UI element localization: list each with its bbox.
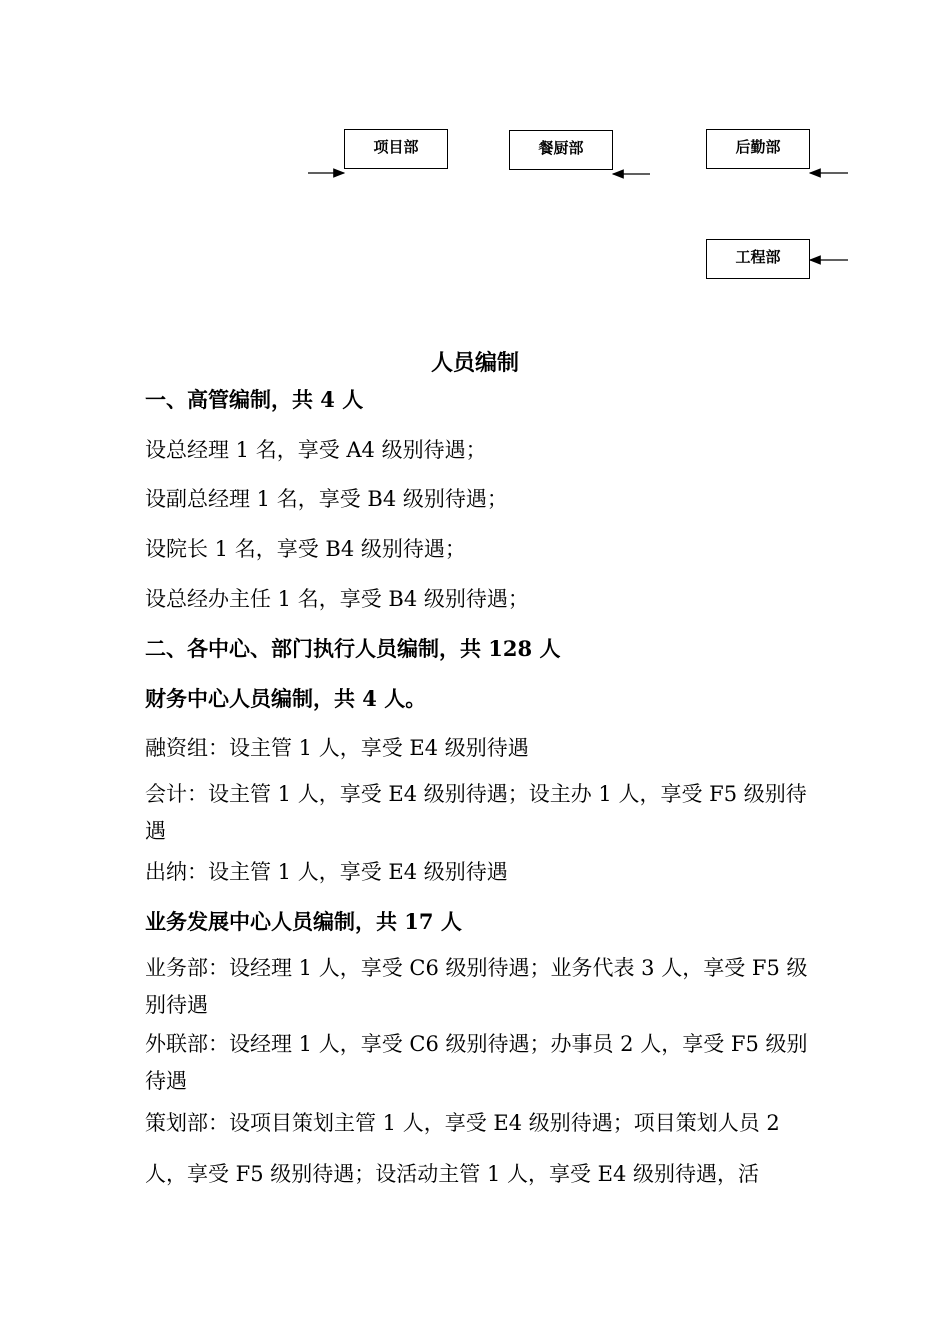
business-heading: 业务发展中心人员编制，共 17 人 — [145, 909, 462, 934]
finance-line: 会计：设主管 1 人，享受 E4 级别待遇；设主办 1 人，享受 F5 级别待遇 — [145, 782, 807, 843]
business-line: 策划部：设项目策划主管 1 人，享受 E4 级别待遇；项目策划人员 2 人，享受 F5 级别待遇；设活动主管 1 人，享受 E4 级别待遇，活 — [145, 1111, 780, 1186]
sec1-line: 设总经理 1 名，享受 A4 级别待遇； — [145, 438, 487, 462]
sec1-line: 设院长 1 名，享受 B4 级别待遇； — [145, 537, 466, 561]
business-line: 外联部：设经理 1 人，享受 C6 级别待遇；办事员 2 人，享受 F5 级别待遇 — [145, 1032, 808, 1093]
sec1-line: 设总经办主任 1 名，享受 B4 级别待遇； — [145, 587, 529, 611]
org-box-logistics: 后勤部 — [706, 129, 810, 169]
section-2-heading: 二、各中心、部门执行人员编制，共 128 人 — [145, 636, 561, 661]
finance-line: 融资组：设主管 1 人，享受 E4 级别待遇 — [145, 736, 529, 760]
section-1-heading: 一、高管编制，共 4 人 — [145, 387, 364, 412]
page-title: 人员编制 — [430, 350, 519, 376]
org-box-engineering: 工程部 — [706, 239, 810, 279]
finance-heading: 财务中心人员编制，共 4 人。 — [145, 686, 427, 711]
finance-line: 出纳：设主管 1 人，享受 E4 级别待遇 — [145, 860, 508, 884]
org-box-project: 项目部 — [344, 129, 448, 169]
sec1-line: 设副总经理 1 名，享受 B4 级别待遇； — [145, 487, 508, 511]
org-box-kitchen: 餐厨部 — [509, 130, 613, 170]
business-line: 业务部：设经理 1 人，享受 C6 级别待遇；业务代表 3 人，享受 F5 级别待遇 — [145, 956, 808, 1017]
